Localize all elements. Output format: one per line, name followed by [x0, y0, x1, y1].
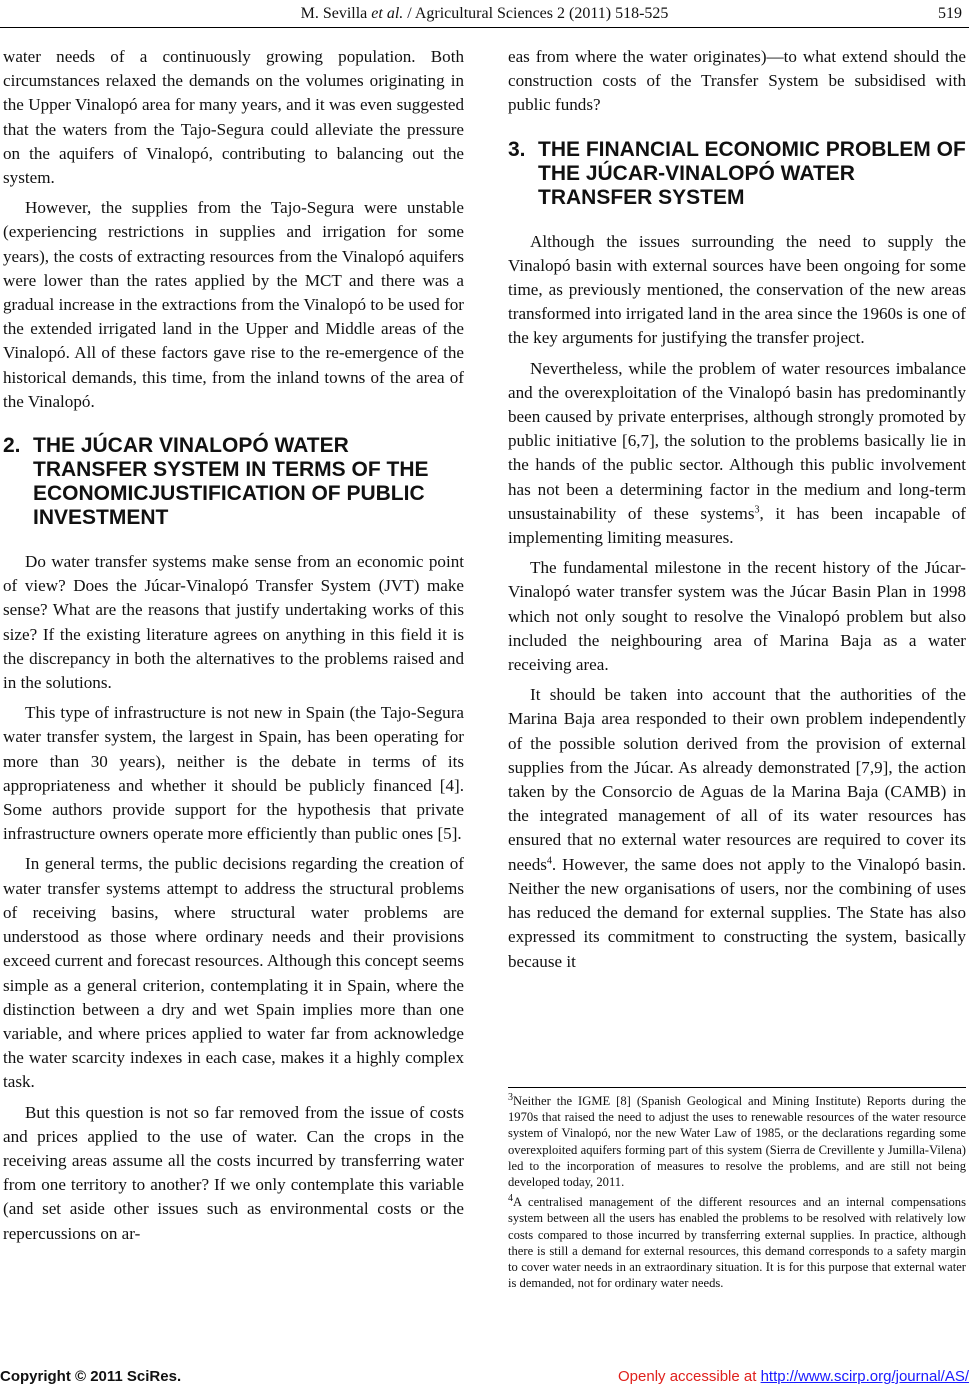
footnote-text: Neither the IGME [8] (Spanish Geological and Mining Institute) Reports during the 1970s that raised the need to adjust the uses to renewable resources of the water resource system of Vinalopó, nor the new Water Law of 1985, or the declarations regarding some overexploited aquifers forming part of this system (Sierra de Crevillente y Jumilla-Vilena) led to the incorporation of measures to resolve the problems, and are still not being developed today, 2011.: [508, 1094, 966, 1190]
paragraph: But this question is not so far removed from the issue of costs and prices applied to the use of water. Can the crops in the receiving areas assume all the costs incurred by transferring water from one territory to another? If we only contemplate this variable (and set aside other issues such as environmental costs or the repercussions on ar-: [3, 1102, 464, 1243]
right-column: [508, 45, 966, 980]
paragraph-text: . However, the same does not apply to the Vinalopó basin. Neither the new organisations of users, nor the combining of uses has reduced the demand for external supplies. The State has also expressed its commitment to constructing the system, basically because it: [508, 854, 966, 971]
running-header: [0, 5, 969, 27]
footnote-4: [508, 1194, 966, 1291]
footnote-ref[interactable]: 3: [754, 504, 760, 516]
paragraph: In general terms, the public decisions regarding the creation of water transfer systems attempt to address the structural problems of receiving basins, where structural water problems are understood as those where ordinary needs and their provisions exceed current and forecast resources. Although this concept seems simple as a general criterion, contemplating it in Spain, where the distinction between a dry and wet Spain implies more than one variable, and where prices applied to water far from acknowledge the water scarcity indexes in each case, makes it a highly complex task.: [3, 854, 464, 1092]
footnote-mark: 4: [508, 1193, 513, 1205]
copyright: Copyright © 2011 SciRes.: [0, 1368, 182, 1385]
header-rule: [0, 27, 969, 28]
paragraph: However, the supplies from the Tajo-Segura were unstable (experiencing restrictions in supplies and irrigation for some years), the costs of extracting resources from the Vinalopó aquifers were lower than the rates applied by the MCT and there was a gradual increase in the extractions from the Vinalopó to be used for the extended irrigated land in the Upper and Middle areas of the Vinalopó. All of these factors gave rise to the re-emergence of the historical demands, this time, from the inland towns of the area of the Vinalopó.: [3, 198, 464, 411]
paragraph: eas from where the water originates)—to what extend should the construction costs of the Transfer System be subsidised with public funds?: [508, 47, 966, 115]
paragraph: Do water transfer systems make sense from an economic point of view? Does the Júcar-Vinalopó Transfer System (JVT) make sense? What are the reasons that justify undertaking works of this size? If the existing literature agrees on anything in this field it is the discrepancy in both the alternatives to the problems raised and in the solutions.: [3, 552, 464, 693]
paragraph: [508, 357, 966, 551]
paragraph-text: , it has been incapable of implementing limiting measures.: [508, 503, 966, 548]
page-footer: [0, 1368, 969, 1388]
footnotes: [508, 1093, 966, 1295]
paragraph: Although the issues surrounding the need to supply the Vinalopó basin with external sources have been ongoing for some time, as previously mentioned, the conservation of the new areas transformed into irrigated land in the area since the 1960s is one of the key arguments for justifying the transfer project.: [508, 231, 966, 348]
left-column: [3, 45, 464, 1252]
footnote-ref[interactable]: 4: [546, 855, 552, 866]
section-number: 2.: [3, 434, 21, 458]
open-access-notice: [618, 1368, 969, 1385]
section-title: THE FINANCIAL ECONOMIC PROBLEM OF THE JÚCAR-VINALOPÓ WATER TRANSFER SYSTEM: [538, 137, 966, 209]
running-head: [0, 5, 969, 23]
paragraph-text: It should be taken into account that the authorities of the Marina Baja area responded to their own problem independently of the possible solution derived from the provision of external supplies from the Júcar. As already demonstrated [7,9], the action taken by the Consorcio de Aguas de la Marina Baja (CAMB) in the integrated management of all of its water resources has ensured that no external water resources are required to cover its needs: [508, 685, 966, 874]
journal-link[interactable]: http://www.scirp.org/journal/AS/: [760, 1368, 969, 1385]
paragraph: This type of infrastructure is not new in Spain (the Tajo-Segura water transfer system, the largest in Spain, has been operating for more than 30 years), neither is the debate in terms of its appropriateness and whether it should be publicly financed [4]. Some authors provide support for the hypothesis that private infrastructure owners operate more efficiently than public ones [5].: [3, 703, 464, 844]
section-heading: [3, 434, 464, 530]
paragraph: The fundamental milestone in the recent history of the Júcar-Vinalopó water transfer system was the Júcar Basin Plan in 1998 which not only sought to resolve the Vinalopó problem but also included the neighbouring area of Marina Baja as a water receiving area.: [508, 558, 966, 675]
footnote-3: [508, 1093, 966, 1190]
running-head-journal: / Agricultural Sciences 2 (2011) 518-525: [403, 5, 669, 22]
running-head-authors: M. Sevilla: [300, 5, 372, 22]
open-access-label: Openly accessible at: [618, 1368, 761, 1385]
footnote-text: A centralised management of the different resources and an internal compensations system between all the users has enabled the problems to be resolved with relatively low costs compared to those incurred by transferring external supplies. In practice, although there is still a demand for external resources, this demand corresponds to a safety margin to cover water needs in an extraordinary situation. It is for this purpose that external water is demanded, not for ordinary water needs.: [508, 1195, 966, 1291]
footnote-mark: 3: [508, 1091, 513, 1103]
page-number: 519: [938, 5, 962, 22]
paragraph: [508, 683, 966, 973]
paragraph-text: Nevertheless, while the problem of water resources imbalance and the overexploitation of the Vinalopó basin has predominantly been caused by private enterprises, although strongly promoted by public initiative [6,7], the solution to the problems basically lie in the hands of the public sector. Although this public involvement has not been a determining factor in the medium and long-term unsustainability of these systems: [508, 358, 966, 523]
paragraph: water needs of a continuously growing population. Both circumstances relaxed the demands on the volumes originating in the Upper Vinalopó area for many years, and it was even suggested that the waters from the Tajo-Segura could alleviate the pressure on the aquifers of Vinalopó, contributing to balancing out the system.: [3, 47, 464, 188]
section-heading: [508, 138, 966, 210]
section-number: 3.: [508, 137, 526, 161]
section-title: THE JÚCAR VINALOPÓ WATER TRANSFER SYSTEM IN TERMS OF THE ECONOMICJUSTIFICATION OF PUBLIC INVESTMENT: [33, 434, 429, 530]
running-head-etal: et al.: [371, 5, 404, 22]
footnote-rule: [508, 1087, 966, 1088]
